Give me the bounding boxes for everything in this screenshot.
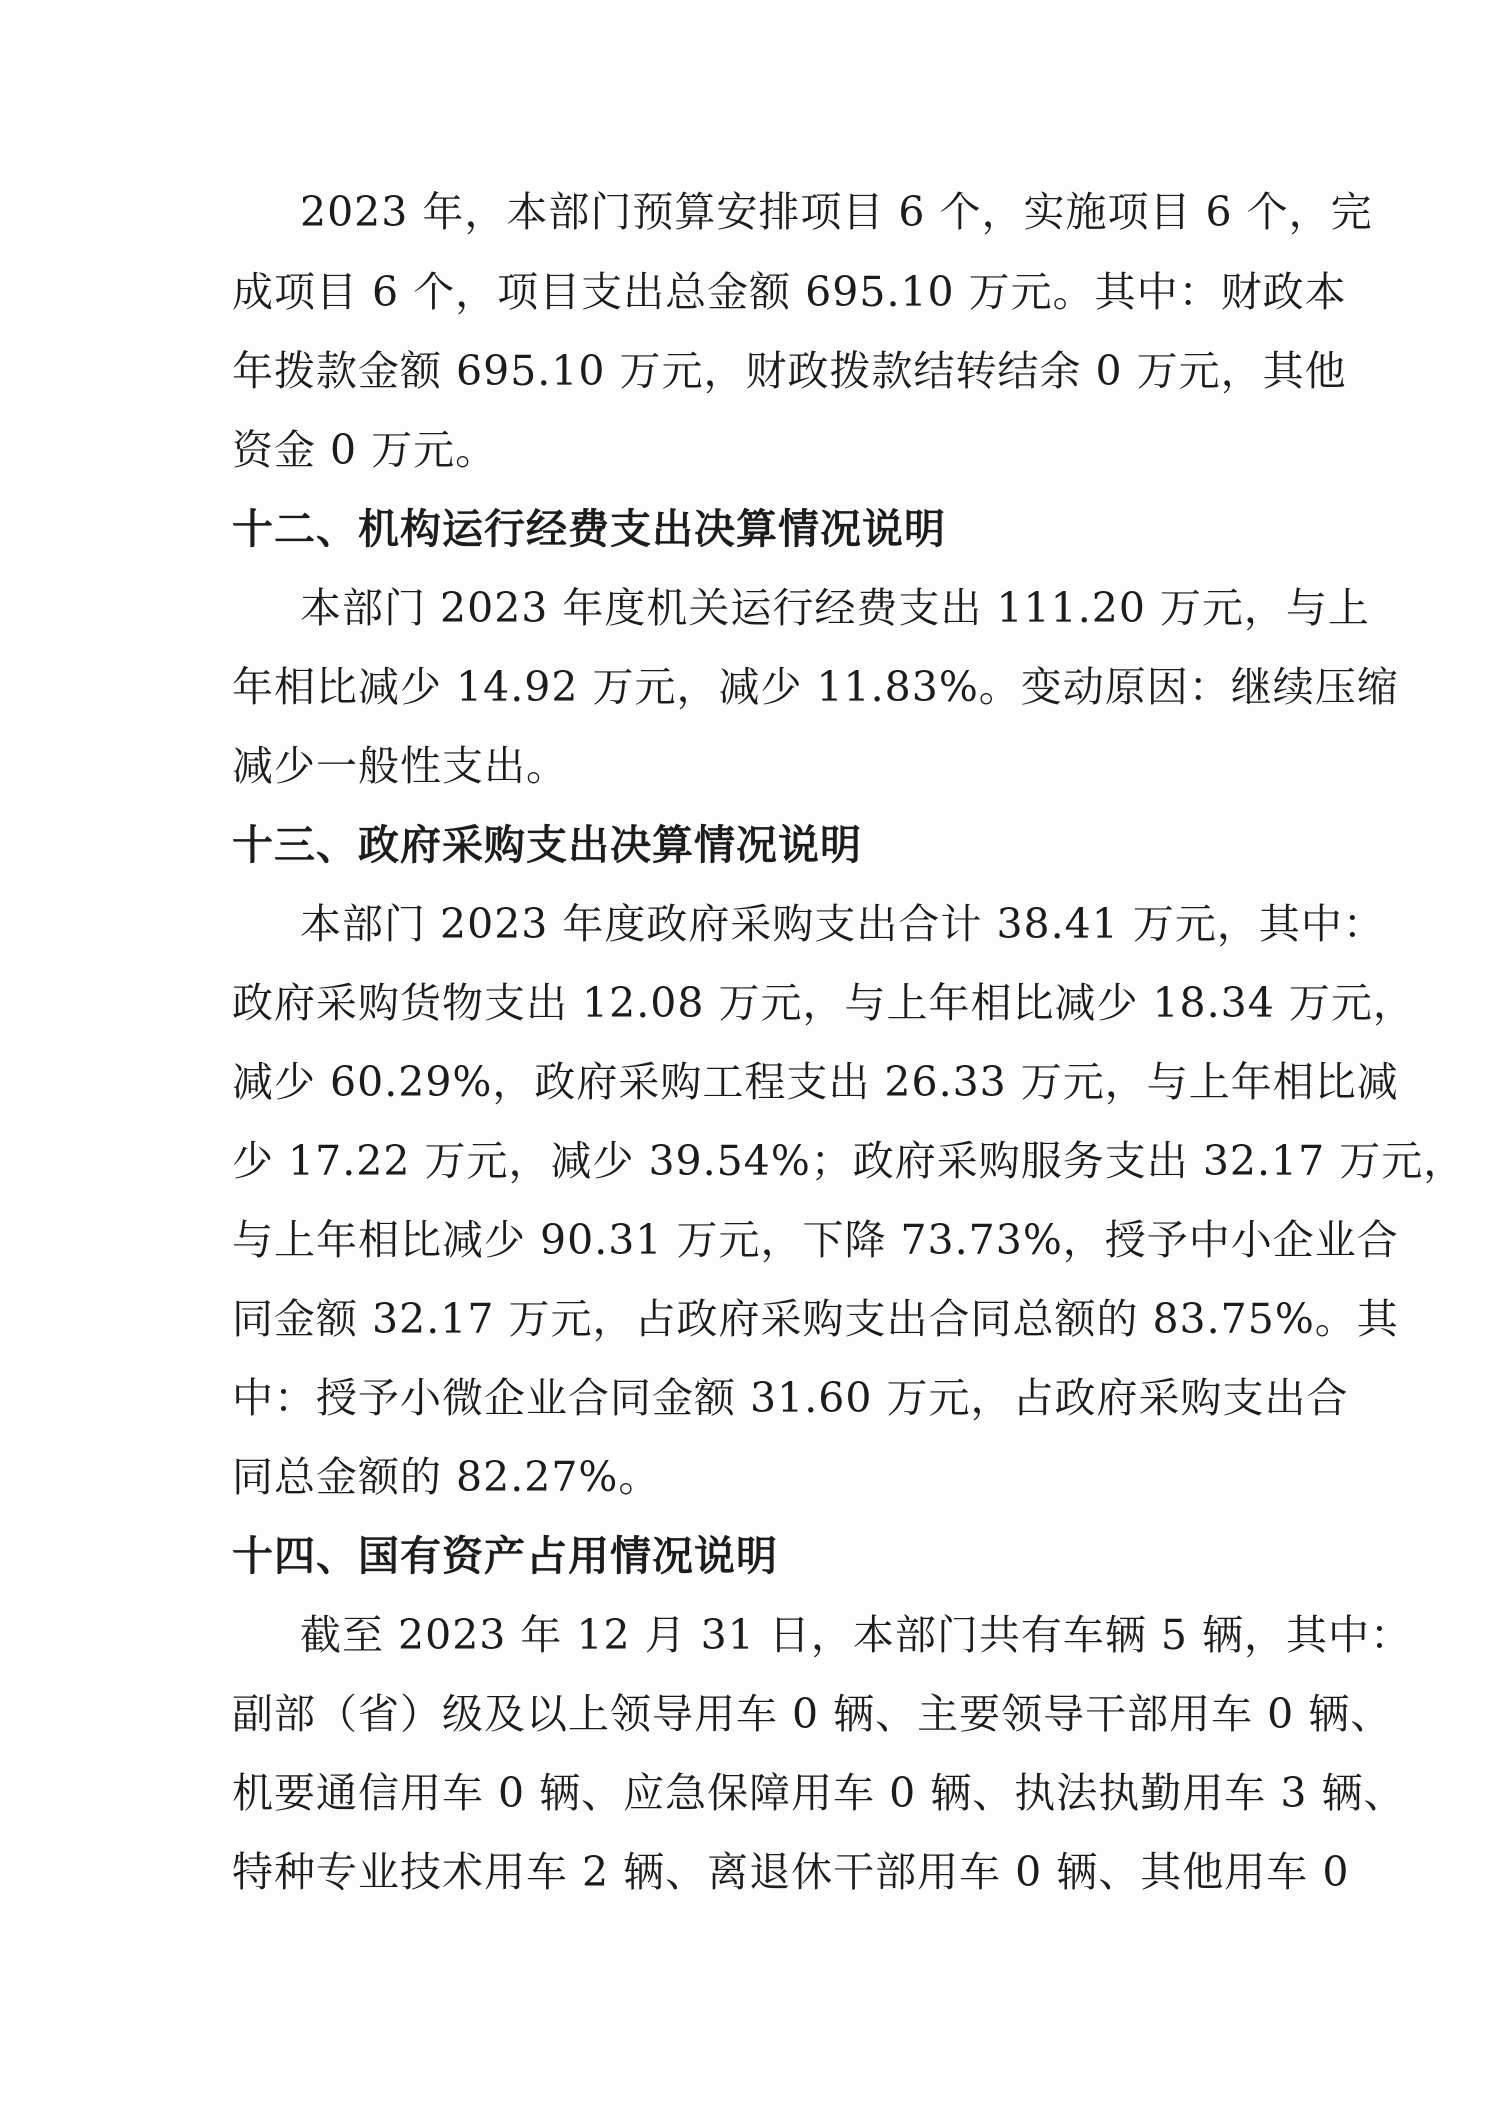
paragraph-line: 减少一般性支出。	[232, 742, 568, 790]
paragraph-line: 与上年相比减少 90.31 万元，下降 73.73%，授予中小企业合	[232, 1216, 1399, 1264]
paragraph-line: 副部（省）级及以上领导用车 0 辆、主要领导干部用车 0 辆、	[232, 1690, 1393, 1738]
paragraph-line: 少 17.22 万元，减少 39.54%；政府采购服务支出 32.17 万元，	[232, 1137, 1466, 1185]
paragraph-line: 机要通信用车 0 辆、应急保障用车 0 辆、执法执勤用车 3 辆、	[232, 1769, 1406, 1817]
paragraph-line: 中：授予小微企业合同金额 31.60 万元，占政府采购支出合	[232, 1374, 1349, 1422]
paragraph-line: 年相比减少 14.92 万元，减少 11.83%。变动原因：继续压缩	[232, 663, 1399, 711]
paragraph-line: 年拨款金额 695.10 万元，财政拨款结转结余 0 万元，其他	[232, 347, 1347, 395]
paragraph-line: 本部门 2023 年度机关运行经费支出 111.20 万元，与上	[300, 584, 1370, 632]
paragraph-line: 截至 2023 年 12 月 31 日，本部门共有车辆 5 辆，其中：	[300, 1611, 1413, 1659]
paragraph-line: 特种专业技术用车 2 辆、离退休干部用车 0 辆、其他用车 0	[232, 1848, 1350, 1896]
paragraph-line: 2023 年，本部门预算安排项目 6 个，实施项目 6 个，完	[300, 188, 1373, 236]
section-heading-12: 十二、机构运行经费支出决算情况说明	[232, 505, 946, 553]
paragraph-line: 同金额 32.17 万元，占政府采购支出合同总额的 83.75%。其	[232, 1295, 1399, 1343]
section-heading-14: 十四、国有资产占用情况说明	[232, 1532, 778, 1580]
paragraph-line: 本部门 2023 年度政府采购支出合计 38.41 万元，其中：	[300, 900, 1385, 948]
paragraph-line: 减少 60.29%，政府采购工程支出 26.33 万元，与上年相比减	[232, 1058, 1399, 1106]
section-heading-13: 十三、政府采购支出决算情况说明	[232, 821, 862, 869]
paragraph-line: 成项目 6 个，项目支出总金额 695.10 万元。其中：财政本	[232, 268, 1347, 316]
paragraph-line: 政府采购货物支出 12.08 万元，与上年相比减少 18.34 万元，	[232, 979, 1415, 1027]
paragraph-line: 资金 0 万元。	[232, 426, 498, 474]
paragraph-line: 同总金额的 82.27%。	[232, 1453, 661, 1501]
